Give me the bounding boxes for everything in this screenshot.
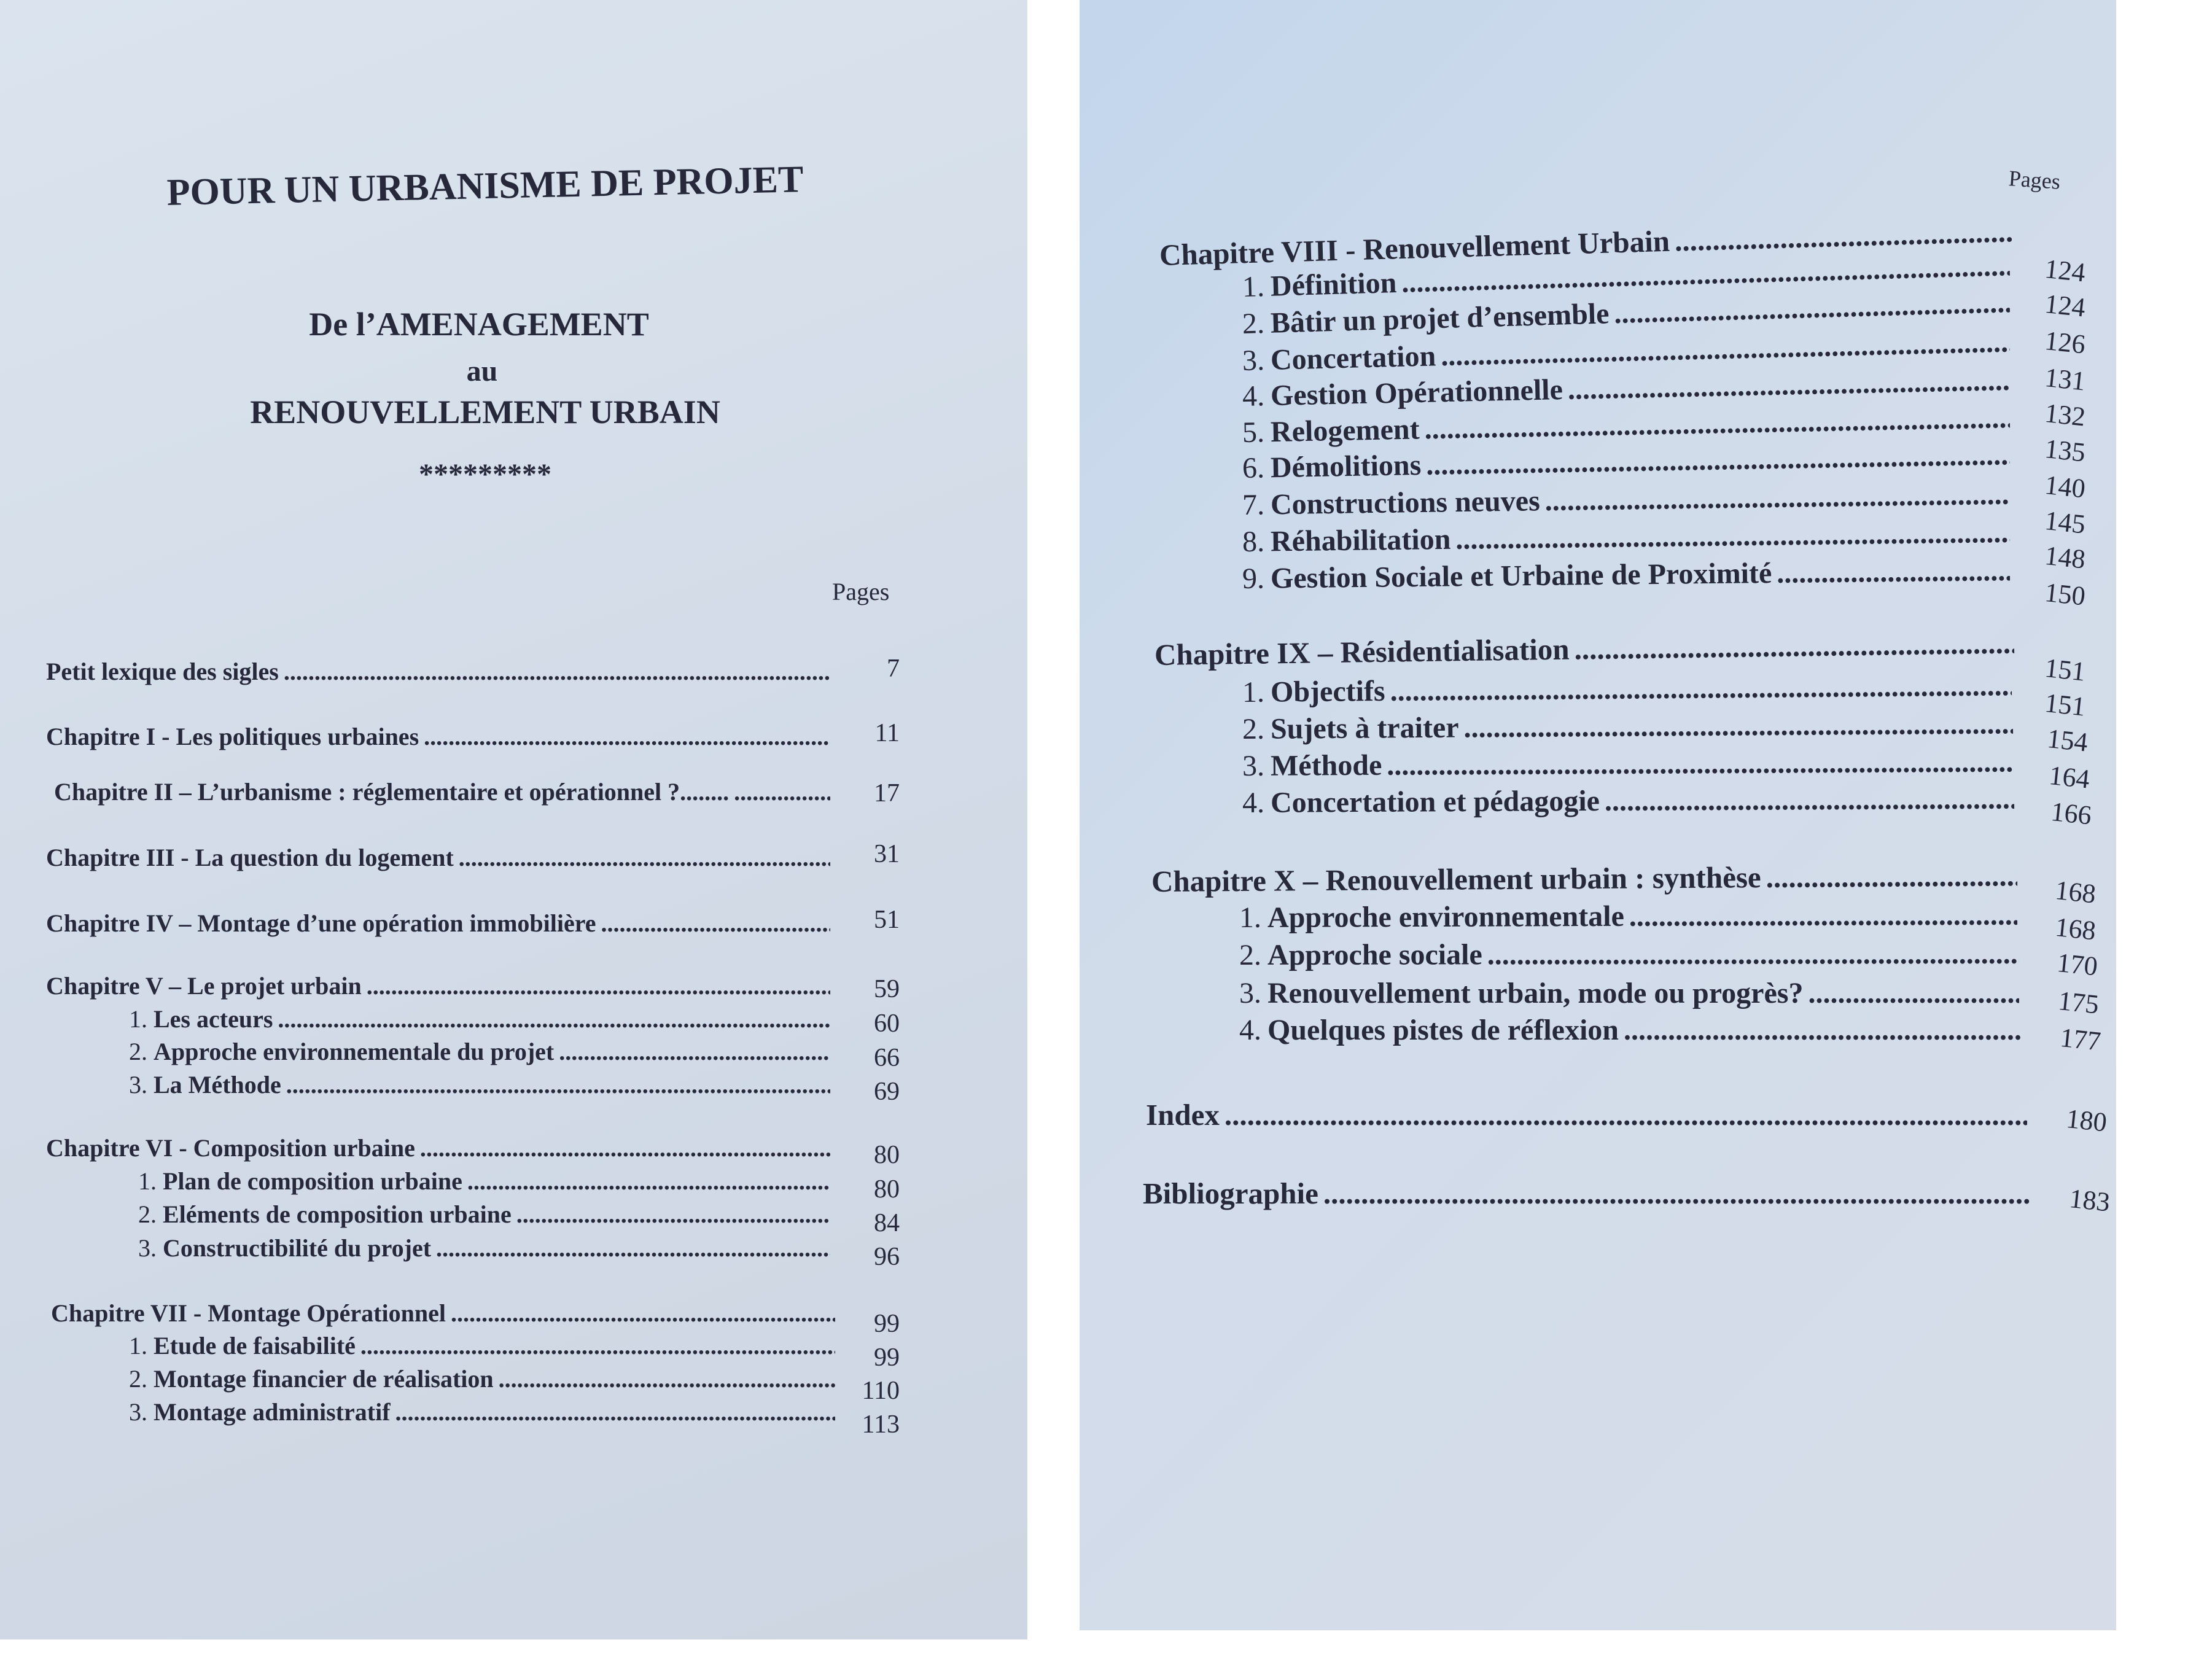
toc-entry-number: 9. bbox=[1242, 562, 1265, 595]
toc-entry-number: 1. bbox=[129, 1005, 147, 1033]
toc-entry-label: Gestion Sociale et Urbaine de Proximité bbox=[1270, 556, 1772, 595]
toc-entry-label: Gestion Opérationnelle bbox=[1270, 373, 1563, 413]
subtitle-line-3: RENOUVELLEMENT URBAIN bbox=[250, 394, 720, 430]
toc-entry-label: Chapitre VII - Montage Opérationnel bbox=[51, 1299, 446, 1327]
toc-dot-leader bbox=[395, 1398, 835, 1426]
toc-chapter-entry bbox=[54, 777, 830, 806]
toc-dot-leader bbox=[1426, 438, 2010, 482]
toc-page-number: 168 bbox=[2054, 911, 2098, 946]
toc-dot-leader bbox=[601, 909, 830, 938]
toc-dot-leader bbox=[360, 1331, 835, 1360]
toc-entry-label: Chapitre III - La question du logement bbox=[46, 844, 454, 871]
toc-dot-leader bbox=[1387, 745, 2014, 782]
book-title: POUR UN URBANISME DE PROJET bbox=[166, 158, 804, 214]
toc-dot-leader bbox=[516, 1200, 830, 1229]
toc-dot-leader bbox=[499, 1364, 835, 1393]
toc-dot-leader bbox=[436, 1234, 830, 1262]
toc-chapter-entry bbox=[46, 1134, 830, 1162]
toc-entry-label: Index bbox=[1146, 1098, 1220, 1132]
toc-entry-label: Petit lexique des sigles bbox=[46, 658, 279, 685]
toc-dot-leader bbox=[1766, 858, 2017, 895]
toc-entry-label: Montage administratif bbox=[154, 1398, 391, 1426]
toc-page-number: 113 bbox=[862, 1410, 900, 1439]
toc-entry-label: Méthode bbox=[1270, 749, 1382, 782]
toc-entry-label: Approche environnementale bbox=[1267, 900, 1624, 934]
toc-subentry bbox=[138, 1200, 830, 1229]
toc-subentry bbox=[129, 1037, 830, 1066]
toc-entry-number: 2. bbox=[129, 1038, 147, 1065]
toc-dot-leader bbox=[284, 657, 830, 686]
toc-entry-number: 4. bbox=[1242, 786, 1265, 819]
toc-entry-number: 2. bbox=[129, 1365, 147, 1393]
toc-entry-number: 2. bbox=[1239, 938, 1262, 971]
toc-page-number: 59 bbox=[874, 975, 900, 1003]
toc-subentry bbox=[1239, 976, 2019, 1010]
stars-separator: ********* bbox=[419, 458, 551, 491]
toc-entry-number: 1. bbox=[129, 1332, 147, 1359]
toc-page-number: 175 bbox=[2057, 985, 2101, 1020]
toc-entry-label: Réhabilitation bbox=[1270, 523, 1451, 558]
toc-chapter-entry bbox=[1143, 1176, 2030, 1211]
toc-subentry bbox=[138, 1167, 830, 1196]
toc-entry-label: Concertation bbox=[1270, 340, 1436, 376]
toc-page-number: 140 bbox=[2043, 469, 2087, 504]
toc-dot-leader bbox=[1605, 782, 2014, 817]
toc-dot-leader bbox=[1390, 669, 2012, 708]
toc-subentry bbox=[129, 1331, 835, 1360]
toc-entry-number: 3. bbox=[129, 1071, 147, 1099]
toc-entry-number: 1. bbox=[1242, 675, 1265, 709]
toc-page-number: 96 bbox=[874, 1243, 900, 1271]
toc-entry-label: Bâtir un projet d’ensemble bbox=[1270, 297, 1610, 340]
toc-dot-leader bbox=[367, 971, 830, 1000]
toc-dot-leader bbox=[1567, 364, 2010, 406]
toc-chapter-entry bbox=[1146, 1097, 2027, 1132]
toc-entry-number: 2. bbox=[138, 1200, 157, 1228]
toc-subentry bbox=[1239, 898, 2017, 935]
toc-page-number: 131 bbox=[2043, 362, 2087, 397]
toc-page-number: 154 bbox=[2046, 723, 2090, 758]
toc-entry-number: 6. bbox=[1242, 451, 1265, 484]
toc-entry-label: Relogement bbox=[1270, 413, 1420, 449]
toc-page-number: 11 bbox=[874, 719, 900, 747]
toc-dot-leader bbox=[1629, 898, 2017, 933]
toc-entry-label: Montage financier de réalisation bbox=[154, 1365, 494, 1393]
toc-entry-label: Renouvellement urbain, mode ou progrès? bbox=[1267, 977, 1804, 1009]
toc-dot-leader bbox=[286, 1070, 830, 1099]
toc-page-number: 151 bbox=[2043, 687, 2087, 722]
toc-page-number: 80 bbox=[874, 1141, 900, 1169]
right-page bbox=[1080, 0, 2116, 1630]
toc-entry-label: Chapitre I - Les politiques urbaines bbox=[46, 723, 419, 750]
toc-subentry bbox=[129, 1398, 835, 1426]
toc-subentry bbox=[1239, 1013, 2020, 1047]
left-page bbox=[0, 0, 1027, 1639]
toc-subentry bbox=[1239, 937, 2019, 972]
toc-dot-leader bbox=[1614, 286, 2011, 330]
toc-entry-number: 1. bbox=[1239, 901, 1262, 934]
toc-dot-leader bbox=[459, 843, 830, 872]
toc-page-number: 60 bbox=[874, 1009, 900, 1038]
toc-entry-label: Chapitre II – L’urbanisme : réglementaire et opérationnel ?........ bbox=[54, 778, 730, 806]
toc-chapter-entry bbox=[1154, 625, 2015, 672]
toc-page-number: 177 bbox=[2058, 1022, 2103, 1057]
toc-entry-label: Chapitre VI - Composition urbaine bbox=[46, 1134, 415, 1162]
toc-entry-label: Approche sociale bbox=[1267, 938, 1482, 971]
toc-dot-leader bbox=[451, 1299, 835, 1328]
toc-dot-leader bbox=[1808, 976, 2019, 1010]
toc-page-number: 7 bbox=[887, 655, 900, 683]
toc-page-number: 126 bbox=[2043, 325, 2087, 360]
toc-page-number: 99 bbox=[874, 1310, 900, 1338]
toc-page-number: 132 bbox=[2043, 397, 2087, 432]
toc-page-number: 17 bbox=[874, 779, 900, 807]
toc-page-number: 124 bbox=[2043, 253, 2087, 288]
toc-page-number: 151 bbox=[2043, 652, 2087, 687]
toc-dot-leader bbox=[1323, 1176, 2030, 1211]
pages-column-label: Pages bbox=[2007, 166, 2062, 194]
pages-column-label: Pages bbox=[832, 578, 890, 605]
toc-dot-leader bbox=[1455, 516, 2010, 556]
toc-entry-number: 4. bbox=[1242, 379, 1265, 413]
toc-page-number: 170 bbox=[2055, 947, 2100, 982]
toc-entry-number: 3. bbox=[1242, 344, 1265, 377]
toc-entry-label: Concertation et pédagogie bbox=[1270, 784, 1600, 819]
toc-entry-label: Chapitre X – Renouvellement urbain : synthèse bbox=[1151, 860, 1761, 898]
toc-chapter-entry bbox=[46, 971, 830, 1000]
toc-dot-leader bbox=[1487, 937, 2019, 972]
toc-page-number: 148 bbox=[2043, 540, 2087, 575]
toc-subentry bbox=[1242, 707, 2013, 746]
toc-entry-label: Eléments de composition urbaine bbox=[163, 1200, 512, 1228]
toc-page-number: 80 bbox=[874, 1175, 900, 1204]
toc-entry-label: Constructions neuves bbox=[1270, 484, 1541, 521]
toc-entry-label: Etude de faisabilité bbox=[154, 1332, 356, 1359]
toc-subentry bbox=[1242, 669, 2012, 709]
toc-dot-leader bbox=[1574, 625, 2014, 666]
toc-page-number: 110 bbox=[862, 1377, 900, 1405]
toc-entry-label: Chapitre VIII - Renouvellement Urbain bbox=[1159, 224, 1670, 272]
toc-page-number: 66 bbox=[874, 1044, 900, 1072]
toc-entry-label: La Méthode bbox=[154, 1071, 281, 1099]
toc-dot-leader bbox=[559, 1037, 830, 1066]
toc-entry-number: 3. bbox=[129, 1398, 147, 1426]
toc-entry-label: Constructibilité du projet bbox=[163, 1234, 432, 1262]
toc-dot-leader bbox=[734, 777, 830, 806]
toc-entry-label: Chapitre IV – Montage d’une opération immobilière bbox=[46, 909, 596, 937]
toc-entry-label: Sujets à traiter bbox=[1270, 711, 1459, 745]
toc-chapter-entry bbox=[46, 843, 830, 872]
toc-entry-label: Approche environnementale du projet bbox=[154, 1038, 555, 1065]
toc-page-number: 69 bbox=[874, 1078, 900, 1106]
toc-page-number: 150 bbox=[2043, 577, 2087, 612]
toc-page-number: 31 bbox=[874, 840, 900, 868]
subtitle-line-1: De l’AMENAGEMENT bbox=[309, 306, 649, 343]
toc-page-number: 84 bbox=[874, 1209, 900, 1237]
toc-entry-label: Objectifs bbox=[1270, 674, 1385, 709]
toc-page-number: 99 bbox=[874, 1344, 900, 1372]
toc-entry-label: Définition bbox=[1270, 266, 1397, 303]
toc-page-number: 166 bbox=[2049, 796, 2093, 831]
toc-entry-number: 8. bbox=[1242, 525, 1265, 558]
toc-entry-label: Plan de composition urbaine bbox=[163, 1167, 462, 1195]
toc-subentry bbox=[1242, 745, 2014, 783]
toc-page-number: 124 bbox=[2043, 288, 2087, 323]
toc-page-number: 145 bbox=[2043, 505, 2087, 540]
toc-subentry bbox=[138, 1234, 830, 1262]
subtitle-line-2: au bbox=[466, 355, 498, 387]
toc-dot-leader bbox=[1777, 554, 2010, 590]
toc-entry-label: Bibliographie bbox=[1143, 1176, 1318, 1210]
toc-entry-number: 5. bbox=[1242, 416, 1265, 449]
toc-entry-number: 2. bbox=[1242, 712, 1265, 745]
toc-entry-label: Démolitions bbox=[1270, 448, 1422, 484]
toc-page-number: 168 bbox=[2054, 874, 2098, 909]
toc-page-number: 135 bbox=[2043, 433, 2087, 468]
toc-entry-label: Les acteurs bbox=[154, 1005, 273, 1033]
toc-chapter-entry bbox=[46, 909, 830, 938]
toc-page-number: 183 bbox=[2068, 1183, 2112, 1218]
toc-entry-number: 3. bbox=[1239, 977, 1261, 1009]
toc-subentry bbox=[129, 1005, 830, 1033]
toc-chapter-entry bbox=[1151, 858, 2017, 899]
toc-chapter-entry bbox=[46, 657, 830, 686]
toc-entry-number: 7. bbox=[1242, 488, 1265, 521]
toc-dot-leader bbox=[1544, 478, 2010, 518]
toc-subentry bbox=[1242, 478, 2011, 522]
toc-dot-leader bbox=[420, 1134, 830, 1162]
toc-dot-leader bbox=[278, 1005, 830, 1033]
toc-subentry bbox=[1242, 516, 2011, 559]
toc-entry-number: 1. bbox=[138, 1167, 157, 1195]
toc-dot-leader bbox=[1463, 707, 2013, 744]
toc-chapter-entry bbox=[51, 1299, 835, 1328]
toc-entry-label: Chapitre V – Le projet urbain bbox=[46, 972, 362, 1000]
toc-page-number: 51 bbox=[874, 906, 900, 934]
toc-dot-leader bbox=[424, 722, 830, 751]
toc-subentry bbox=[1242, 554, 2011, 596]
toc-entry-number: 2. bbox=[1242, 307, 1265, 340]
toc-chapter-entry bbox=[46, 722, 830, 751]
toc-dot-leader bbox=[467, 1167, 830, 1196]
toc-entry-label: Chapitre IX – Résidentialisation bbox=[1154, 632, 1570, 672]
toc-entry-number: 1. bbox=[1242, 270, 1265, 303]
toc-entry-number: 3. bbox=[1242, 749, 1265, 782]
toc-entry-number: 3. bbox=[138, 1234, 157, 1262]
toc-entry-label: Quelques pistes de réflexion bbox=[1267, 1014, 1619, 1046]
toc-subentry bbox=[1242, 782, 2014, 820]
toc-page-number: 180 bbox=[2065, 1103, 2109, 1138]
toc-dot-leader bbox=[1225, 1097, 2027, 1132]
toc-entry-number: 4. bbox=[1239, 1014, 1261, 1046]
toc-page-number: 164 bbox=[2047, 760, 2092, 795]
toc-dot-leader bbox=[1624, 1013, 2020, 1047]
toc-subentry bbox=[129, 1070, 830, 1099]
toc-subentry bbox=[129, 1364, 835, 1393]
